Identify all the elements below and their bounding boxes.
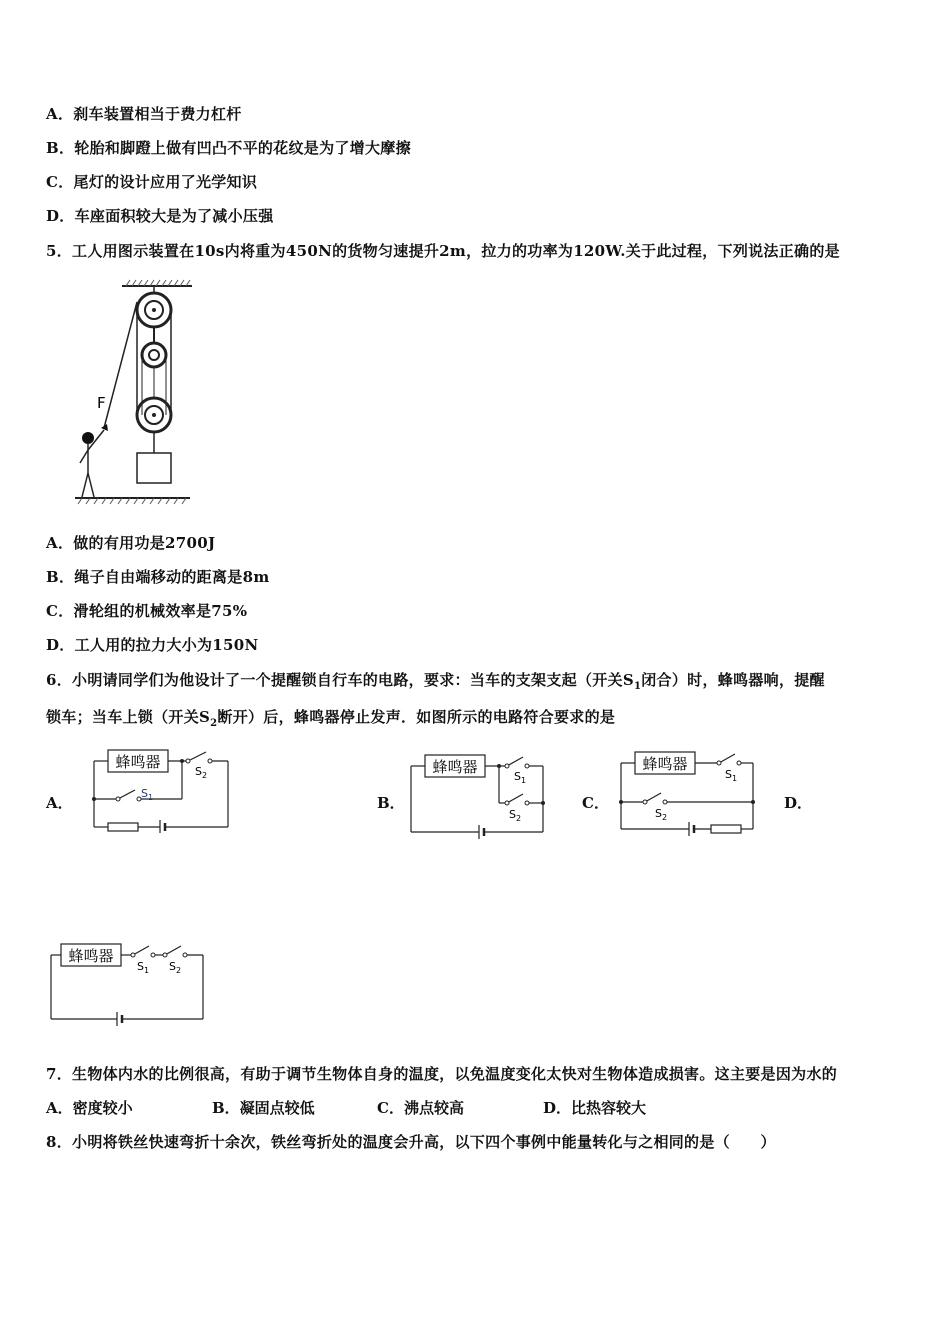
q6-label-d: D．	[784, 794, 813, 812]
circuit-b	[405, 748, 550, 840]
q4-option-b: B．轮胎和脚蹬上做有凹凸不平的花纹是为了增大摩擦	[46, 139, 411, 157]
q4-option-c: C．尾灯的设计应用了光学知识	[46, 173, 258, 191]
q5-option-d: D．工人用的拉力大小为150N	[46, 636, 259, 654]
svg-text:S2: $S_2$	[509, 808, 522, 823]
q7-option-c: C．沸点较高	[377, 1099, 464, 1117]
svg-text:S2: $S_2$	[195, 765, 208, 780]
svg-text:蜂鸣器: 蜂鸣器	[68, 947, 114, 965]
svg-text:S1: $S_1$	[141, 787, 154, 802]
q7-option-a: A．密度较小	[46, 1099, 133, 1117]
svg-text:S2: $S_2$	[655, 807, 668, 822]
svg-text:S1: $S_1$	[514, 770, 527, 785]
q6-label-b: B．	[377, 794, 405, 812]
svg-text:蜂鸣器: 蜂鸣器	[432, 758, 478, 776]
q7-stem: 7．生物体内水的比例很高，有助于调节生物体自身的温度，以免温度变化太快对生物体造成损害。这主要是因为水的	[46, 1065, 838, 1083]
svg-text:S1: $S_1$	[137, 960, 150, 975]
q5-option-c: C．滑轮组的机械效率是75%	[46, 602, 248, 620]
q5-stem: 5．工人用图示装置在10s内将重为450N的货物匀速提升2m，拉力的功率为120W.关于此过程，下列说法正确的是	[46, 242, 840, 260]
q4-option-a: A．刹车装置相当于费力杠杆	[46, 105, 242, 123]
q6-stem-line2: 锁车；当车上锁（开关$S_2$断开）后，蜂鸣器停止发声．如图所示的电路符合要求的是	[46, 708, 616, 729]
q4-option-d: D．车座面积较大是为了减小压强	[46, 207, 274, 225]
q7-option-b: B．凝固点较低	[212, 1099, 315, 1117]
q5-option-a: A．做的有用功是2700J	[46, 534, 216, 552]
svg-text:S2: $S_2$	[169, 960, 182, 975]
svg-text:S1: $S_1$	[725, 768, 738, 783]
q7-option-d: D．比热容较大	[543, 1099, 647, 1117]
circuit-d	[45, 935, 210, 1027]
q6-label-a: A．	[46, 794, 73, 812]
circuit-a	[88, 745, 233, 833]
q5-option-b: B．绳子自由端移动的距离是8m	[46, 568, 270, 586]
pulley-figure	[70, 278, 195, 508]
q6-stem-line1: 6．小明请同学们为他设计了一个提醒锁自行车的电路，要求：当车的支架支起（开关$S_1$闭合）时，蜂鸣器响，提醒	[46, 671, 825, 692]
q6-label-c: C．	[582, 794, 609, 812]
svg-text:蜂鸣器: 蜂鸣器	[642, 755, 688, 773]
circuit-c	[615, 745, 760, 837]
q8-stem: 8．小明将铁丝快速弯折十余次，铁丝弯折处的温度会升高，以下四个事例中能量转化与之相同的是（ ）	[46, 1133, 776, 1151]
force-label: F	[97, 394, 106, 412]
svg-text:蜂鸣器: 蜂鸣器	[115, 753, 161, 771]
